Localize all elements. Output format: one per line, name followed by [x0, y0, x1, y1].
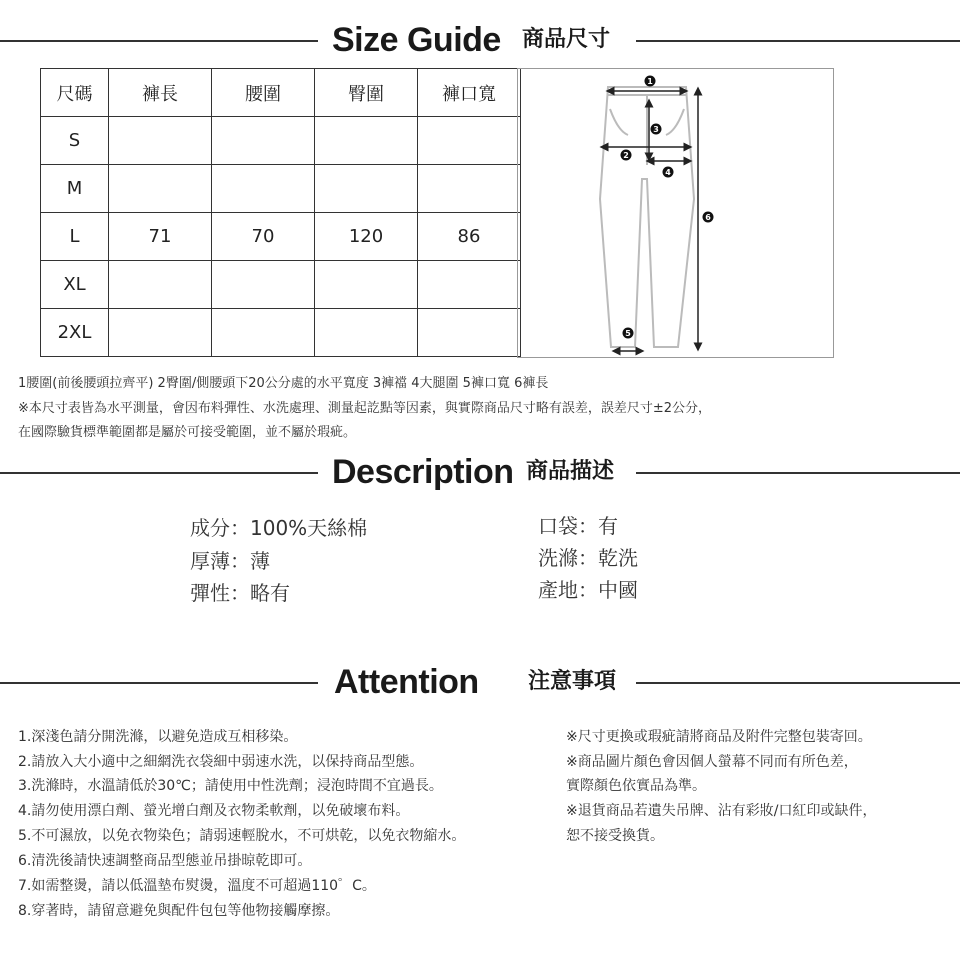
divider-line [636, 40, 960, 42]
table-cell: S [41, 117, 109, 165]
table-cell: M [41, 165, 109, 213]
care-instruction: 6.清洗後請快速調整商品型態並吊掛晾乾即可。 [18, 853, 312, 869]
measurement-note: 在國際驗貨標準範圍都是屬於可接受範圍，並不屬於瑕疵。 [18, 425, 357, 440]
table-header: 臀圍 [315, 69, 418, 117]
attention-title-zh: 注意事項 [528, 669, 617, 694]
table-cell [109, 309, 212, 357]
size-guide-title-zh: 商品尺寸 [522, 27, 611, 52]
description-header [0, 452, 960, 492]
table-row [41, 213, 521, 261]
desc-origin: 產地：中國 [538, 578, 638, 602]
table-cell [418, 117, 521, 165]
table-cell [109, 165, 212, 213]
table-cell: XL [41, 261, 109, 309]
table-cell [109, 261, 212, 309]
divider-line [636, 682, 960, 684]
return-policy-note: 實際顏色依實品為準。 [566, 778, 706, 794]
table-cell: L [41, 213, 109, 261]
table-row [41, 309, 521, 357]
care-instruction: 4.請勿使用漂白劑、螢光增白劑及衣物柔軟劑，以免破壞布料。 [18, 803, 410, 819]
marker-label: 2 [623, 151, 629, 160]
table-cell: 120 [315, 213, 418, 261]
measurement-note: ※本尺寸表皆為水平測量，會因布料彈性、水洗處理、測量起訖點等因素，與實際商品尺寸略有誤差，誤差尺寸±2公分， [18, 401, 712, 416]
table-cell [212, 117, 315, 165]
table-cell [315, 261, 418, 309]
marker-label: 6 [705, 213, 711, 222]
table-cell [418, 309, 521, 357]
return-policy-note: ※尺寸更換或瑕疵請將商品及附件完整包裝寄回。 [566, 729, 872, 745]
table-header: 腰圍 [212, 69, 315, 117]
table-cell [418, 261, 521, 309]
divider-line [0, 472, 318, 474]
attention-header [0, 662, 960, 702]
pants-measurement-diagram [517, 68, 834, 358]
table-cell [418, 165, 521, 213]
table-row [41, 117, 521, 165]
care-instruction: 7.如需整燙，請以低溫墊布熨燙，溫度不可超過110゜C。 [18, 878, 376, 894]
table-cell [212, 165, 315, 213]
marker-label: 4 [665, 168, 671, 177]
desc-thickness: 厚薄：薄 [190, 549, 270, 573]
table-header: 尺碼 [41, 69, 109, 117]
table-cell [109, 117, 212, 165]
table-row [41, 261, 521, 309]
size-table [40, 68, 521, 357]
care-instruction: 3.洗滌時，水溫請低於30℃；請使用中性洗劑；浸泡時間不宜過長。 [18, 778, 443, 794]
table-cell [315, 117, 418, 165]
divider-line [0, 682, 318, 684]
return-policy-note: ※退貨商品若遺失吊牌、沾有彩妝/口紅印或缺件， [566, 803, 877, 819]
size-guide-header [0, 20, 960, 60]
measurement-legend: 1腰圍(前後腰頭拉齊平) 2臀圍/側腰頭下20公分處的水平寬度 3褲襠 4大腿圍 5褲口寬 6褲長 [18, 376, 549, 391]
table-cell: 70 [212, 213, 315, 261]
table-header-row [41, 69, 521, 117]
desc-washing: 洗滌：乾洗 [538, 546, 638, 570]
marker-label: 1 [647, 77, 653, 86]
care-instruction: 5.不可濕放，以免衣物染色；請弱速輕脫水，不可烘乾，以免衣物縮水。 [18, 828, 466, 844]
care-instruction: 2.請放入大小適中之細網洗衣袋細中弱速水洗，以保持商品型態。 [18, 754, 424, 770]
size-guide-title-en: Size Guide [332, 21, 501, 59]
care-instruction: 8.穿著時，請留意避免與配件包包等他物接觸摩擦。 [18, 903, 340, 919]
description-title-en: Description [332, 453, 514, 491]
table-header: 褲長 [109, 69, 212, 117]
attention-title-en: Attention [334, 663, 479, 701]
table-cell: 86 [418, 213, 521, 261]
divider-line [636, 472, 960, 474]
pants-outline-icon [518, 69, 832, 356]
divider-line [0, 40, 318, 42]
description-title-zh: 商品描述 [526, 459, 615, 484]
return-policy-note: ※商品圖片顏色會因個人螢幕不同而有所色差， [566, 754, 858, 770]
table-cell [315, 309, 418, 357]
table-cell: 2XL [41, 309, 109, 357]
table-cell [212, 309, 315, 357]
table-cell [212, 261, 315, 309]
table-row [41, 165, 521, 213]
care-instruction: 1.深淺色請分開洗滌，以避免造成互相移染。 [18, 729, 298, 745]
marker-label: 3 [653, 125, 659, 134]
return-policy-note: 恕不接受換貨。 [566, 828, 664, 844]
desc-material: 成分：100%天絲棉 [190, 516, 368, 540]
table-cell [315, 165, 418, 213]
desc-elasticity: 彈性：略有 [190, 581, 290, 605]
table-cell: 71 [109, 213, 212, 261]
marker-label: 5 [625, 329, 631, 338]
desc-pocket: 口袋：有 [538, 514, 618, 538]
table-header: 褲口寬 [418, 69, 521, 117]
